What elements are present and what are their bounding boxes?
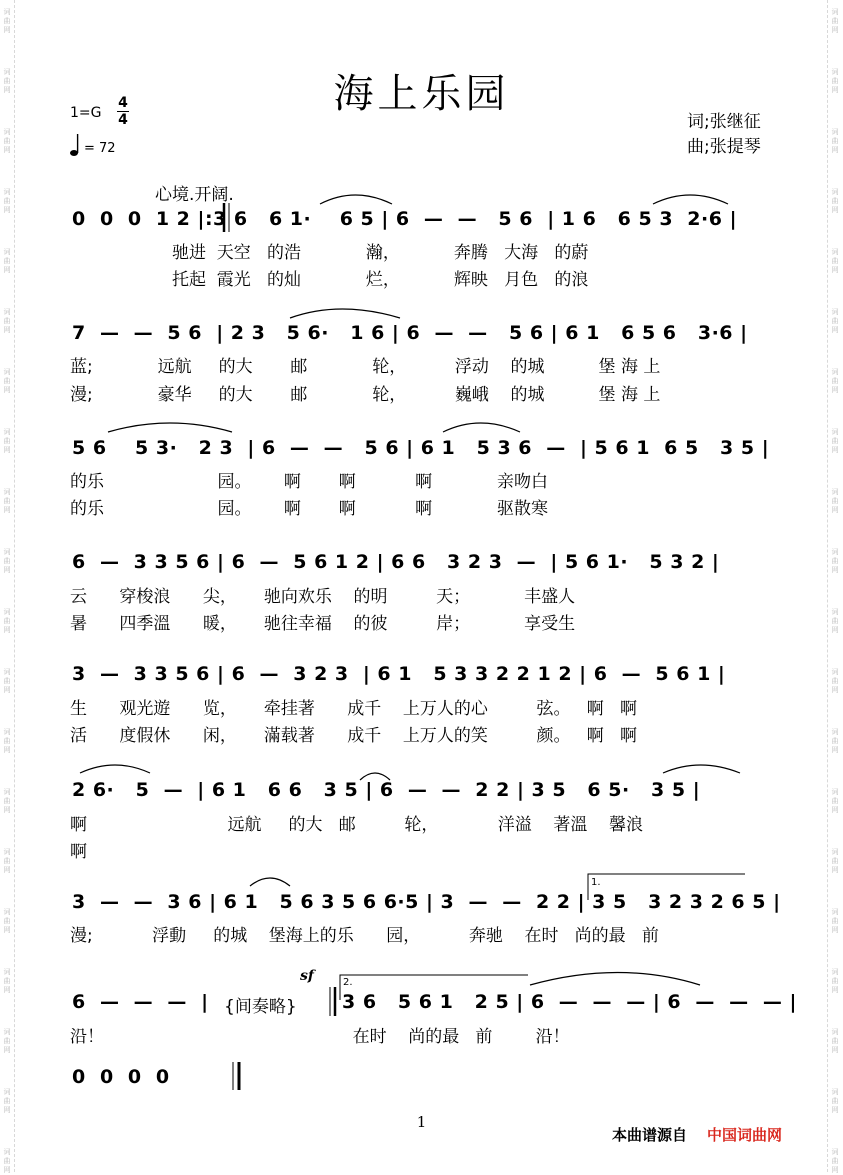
lyric-line-1-verse-1: 驰进 天空 的浩 瀚， 奔腾 大海 的蔚 [172, 243, 589, 263]
watermark-text: 词 曲 网 [3, 368, 11, 394]
song-title: 海上乐园 [333, 71, 510, 117]
watermark-text: 词 曲 网 [3, 428, 11, 454]
volta-2-bracket [340, 975, 528, 1000]
time-signature-top: 4 [118, 95, 128, 111]
key-label: 1=G [70, 105, 102, 121]
slur [290, 309, 400, 318]
volta-1-bracket [588, 874, 745, 900]
slur [443, 423, 520, 432]
notation-line-3: 5 6 5 3· 2 3 | 6 — — 5 6 | 6 1 5 3 6 — | 5 6 1 6 5 3 5 | [72, 437, 770, 459]
watermark-text: 词 曲 网 [831, 1148, 839, 1174]
lyric-line-5-verse-1: 生 观光遊 览， 牵挂著 成千 上万人的心 弦。 啊 啊 [70, 699, 637, 719]
expression-marking: 心境.开阔. [155, 185, 234, 205]
notation-line-6: 2 6· 5 — | 6 1 6 6 3 5 | 6 — — 2 2 | 3 5 6 5· 3 5 | [72, 779, 701, 801]
watermark-text: 词 曲 网 [3, 728, 11, 754]
notation-line-1: 0 0 0 1 2 |:3 6 6 1· 6 5 | 6 — — 5 6 | 1 6 6 5 3 2·6 | [72, 208, 738, 230]
watermark-text: 词 曲 网 [831, 668, 839, 694]
watermark-text: 词 曲 网 [831, 248, 839, 274]
watermark-text: 词 曲 网 [3, 68, 11, 94]
slur [250, 878, 290, 886]
time-signature-bottom: 4 [118, 112, 128, 128]
watermark-text: 词 曲 网 [3, 608, 11, 634]
notation-line-5: 3 — 3 3 5 6 | 6 — 3 2 3 | 6 1 5 3 3 2 2 1 2 | 6 — 5 6 1 | [72, 663, 726, 685]
lyric-line-6-verse-2: 啊 [70, 842, 87, 862]
watermark-text: 词 曲 网 [831, 8, 839, 34]
watermark-text: 词 曲 网 [3, 308, 11, 334]
watermark-text: 词 曲 网 [831, 428, 839, 454]
repeat-start-sign [224, 203, 229, 232]
slur [360, 773, 390, 780]
volta-1-label: 1. [591, 877, 601, 888]
slur [80, 765, 150, 773]
watermark-text: 词 曲 网 [831, 188, 839, 214]
watermark-text: 词 曲 网 [831, 128, 839, 154]
watermark-text: 词 曲 网 [831, 488, 839, 514]
lyricist: 词;张继征 [687, 112, 761, 132]
watermark-text: 词 曲 网 [3, 488, 11, 514]
watermark-text: 词 曲 网 [831, 908, 839, 934]
slur [108, 423, 232, 432]
notation-line-8-start: 6 — — — | [72, 991, 209, 1013]
watermark-text: 词 曲 网 [831, 728, 839, 754]
watermark-text: 词 曲 网 [831, 848, 839, 874]
watermark-text: 词 曲 网 [831, 1028, 839, 1054]
repeat-end-sign [330, 987, 335, 1016]
watermark-text: 词 曲 网 [3, 248, 11, 274]
watermark-text: 词 曲 网 [831, 1088, 839, 1114]
watermark-text: 词 曲 网 [3, 1148, 11, 1174]
watermark-text: 词 曲 网 [3, 1028, 11, 1054]
lyric-line-7: 漫; 浮動 的城 堡海上的乐 园， 奔驰 在时 尚的最 前 [70, 926, 659, 946]
notation-line-4: 6 — 3 3 5 6 | 6 — 5 6 1 2 | 6 6 3 2 3 — | 5 6 1· 5 3 2 | [72, 551, 720, 573]
final-barline [233, 1062, 239, 1090]
lyric-line-2-verse-1: 蓝; 远航 的大 邮 轮， 浮动 的城 堡 海 上 [70, 357, 661, 377]
watermark-text: 词 曲 网 [3, 968, 11, 994]
volta-2-label: 2. [343, 977, 353, 988]
tempo-value: = 72 [84, 141, 116, 156]
lyric-line-6-verse-1: 啊 远航 的大 邮 轮， 洋溢 著溫 馨浪 [70, 815, 644, 835]
watermark-text: 词 曲 网 [3, 1088, 11, 1114]
watermark-text: 词 曲 网 [3, 8, 11, 34]
watermark-text: 词 曲 网 [831, 68, 839, 94]
lyric-line-2-verse-2: 漫; 豪华 的大 邮 轮， 巍峨 的城 堡 海 上 [70, 385, 661, 405]
slur [320, 195, 392, 204]
source-site-link[interactable]: 中国词曲网 [707, 1126, 783, 1144]
lyric-line-8: 沿！ 在时 尚的最 前 沿！ [70, 1027, 570, 1047]
source-label: 本曲谱源自 [612, 1126, 688, 1144]
watermark-text: 词 曲 网 [3, 188, 11, 214]
notation-line-2: 7 — — 5 6 | 2 3 5 6· 1 6 | 6 — — 5 6 | 6 1 6 5 6 3·6 | [72, 322, 748, 344]
watermark-text: 词 曲 网 [3, 548, 11, 574]
notation-line-7: 3 — — 3 6 | 6 1 5 6 3 5 6 6·5 | 3 — — 2 2 | 3 5 3 2 3 2 6 5 | [72, 891, 781, 913]
slur [663, 765, 740, 773]
dynamic-marking: sf [300, 968, 314, 984]
lyric-line-4-verse-2: 暑 四季溫 暖， 驰往幸福 的彼 岸； 享受生 [70, 614, 576, 634]
composer: 曲;张提琴 [687, 137, 761, 157]
watermark-text: 词 曲 网 [3, 788, 11, 814]
watermark-text: 词 曲 网 [831, 788, 839, 814]
lyric-line-3-verse-1: 的乐 园。 啊 啊 啊 亲吻白 [70, 472, 549, 492]
slur [653, 195, 728, 204]
watermark-text: 词 曲 网 [3, 848, 11, 874]
watermark-text: 词 曲 网 [831, 308, 839, 334]
watermark-text: 词 曲 网 [3, 908, 11, 934]
lyric-line-1-verse-2: 托起 霞光 的灿 烂， 辉映 月色 的浪 [172, 270, 589, 290]
notation-line-9: 0 0 0 0 [72, 1066, 170, 1088]
watermark-text: 词 曲 网 [831, 968, 839, 994]
watermark-text: 词 曲 网 [3, 668, 11, 694]
watermark-text: 词 曲 网 [831, 368, 839, 394]
watermark-text: 词 曲 网 [831, 548, 839, 574]
slur [530, 973, 700, 986]
lyric-line-4-verse-1: 云 穿梭浪 尖， 驰向欢乐 的明 天； 丰盛人 [70, 587, 576, 607]
lyric-line-5-verse-2: 活 度假休 闲， 滿载著 成千 上万人的笑 颜。 啊 啊 [70, 726, 637, 746]
notation-line-8-end: 3 6 5 6 1 2 5 | 6 — — — | 6 — — — | [342, 991, 797, 1013]
lyric-line-3-verse-2: 的乐 园。 啊 啊 啊 驱散寒 [70, 499, 549, 519]
page-number: 1 [416, 1113, 427, 1131]
interlude-marking: {间奏略} [224, 997, 297, 1017]
watermark-text: 词 曲 网 [3, 128, 11, 154]
watermark-text: 词 曲 网 [831, 608, 839, 634]
